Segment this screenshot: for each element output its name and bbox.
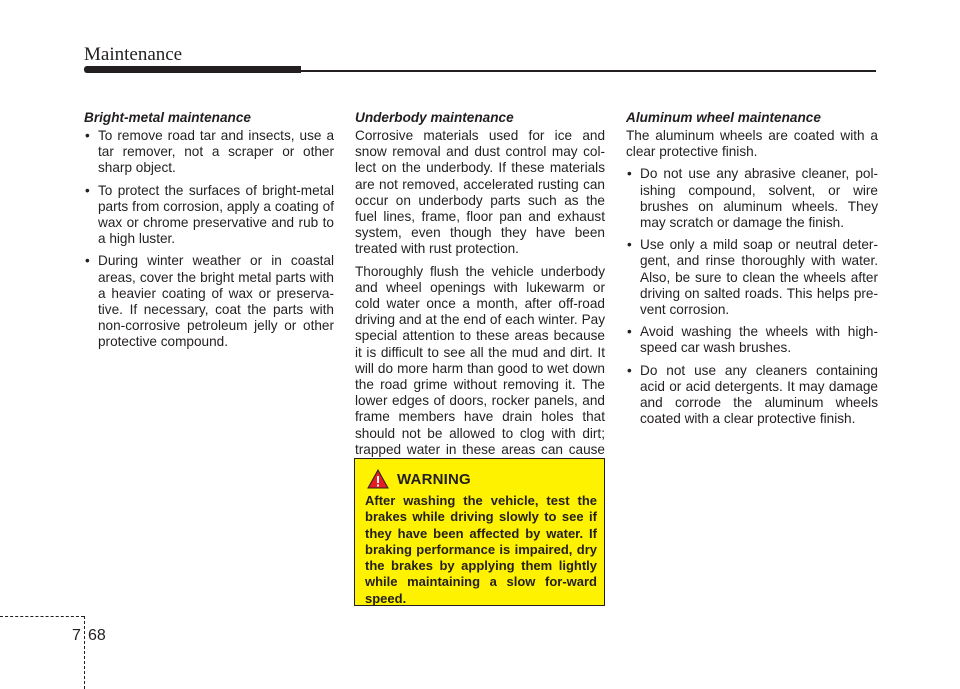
list-item [626, 324, 878, 356]
page-header-title: Maintenance [84, 44, 183, 65]
bullet-icon: • [85, 182, 90, 198]
list-item-text: Avoid washing the wheels with high-speed car wash brushes. [640, 324, 878, 356]
header-rule-thin [301, 70, 876, 72]
list-item-text: Use only a mild soap or neutral deter-gent, and rinse thoroughly with water. Also, be sure to clean the wheels after driving on salted roads. This helps pre-vent corrosion. [640, 237, 878, 318]
chapter-number: 7 [72, 627, 81, 644]
underbody-section [355, 110, 605, 480]
list-item [626, 166, 878, 231]
section-heading: Aluminum wheel maintenance [626, 110, 821, 125]
paragraph: Corrosive materials used for ice and snow removal and dust control may col-lect on the underbody. If these materials are not removed, accelerated rusting can occur on underbody parts such as the fuel lines, frame, floor pan and exhaust system, even though they have been treated with rust protection. [355, 128, 605, 257]
bullet-icon: • [627, 362, 632, 378]
bright-metal-section [84, 110, 334, 357]
section-heading: Bright-metal maintenance [84, 110, 251, 125]
bullet-icon: • [627, 166, 632, 182]
bullet-icon: • [627, 237, 632, 253]
footer-rule-horizontal [0, 616, 84, 617]
bullet-icon: • [85, 253, 90, 269]
paragraph: The aluminum wheels are coated with a clear protective finish. [626, 128, 878, 160]
warning-triangle-icon [367, 469, 389, 489]
list-item [84, 253, 334, 350]
aluminum-wheel-section [626, 110, 878, 433]
list-item-text: Do not use any cleaners containing acid or acid detergents. It may damage and corrode the aluminum wheels coated with a clear protective finish. [640, 362, 878, 427]
list-item [626, 237, 878, 318]
list-item-text: To remove road tar and insects, use a tar remover, not a scraper or other sharp object. [98, 128, 334, 176]
section-heading: Underbody maintenance [355, 110, 514, 125]
warning-header [367, 469, 471, 489]
warning-box [354, 458, 605, 606]
bullet-icon: • [85, 128, 90, 143]
warning-label: WARNING [397, 470, 471, 488]
bullet-icon: • [627, 324, 632, 340]
page-number: 68 [88, 627, 106, 644]
list-item [84, 183, 334, 248]
bright-metal-bullet-list [84, 128, 334, 351]
aluminum-wheel-bullet-list [626, 166, 878, 427]
footer-rule-vertical [84, 616, 85, 689]
paragraph: Thoroughly flush the vehicle underbody and wheel openings with lukewarm or cold water once a month, after off-road driving and at the end of each winter. Pay special attention to these areas because it is difficult to see all the mud and dirt. It will do more harm than good to wet down the road grime without removing it. The lower edges of doors, rocker panels, and frame members have drain holes that should not be allowed to clog with dirt; trapped water in these areas can cause [355, 263, 605, 457]
header-rule-thick [84, 66, 301, 73]
list-item-text: Do not use any abrasive cleaner, pol-ishing compound, solvent, or wire brushes on aluminum wheels. They may scratch or damage the finish. [640, 166, 878, 231]
list-item-text: During winter weather or in coastal areas, cover the bright metal parts with a heavier coating of wax or preserva-tive. If necessary, coat the parts with non-corrosive petroleum jelly or other protective compound. [98, 253, 334, 350]
list-item [626, 363, 878, 428]
list-item-text: To protect the surfaces of bright-metal parts from corrosion, apply a coating of wax or chrome preservative and rub to a high luster. [98, 182, 334, 247]
warning-text: After washing the vehicle, test the brakes while driving slowly to see if they have been affected by water. If braking performance is impaired, dry the brakes by applying them lightly while maintaining a slow for-ward speed. [365, 493, 597, 606]
list-item [84, 128, 334, 177]
